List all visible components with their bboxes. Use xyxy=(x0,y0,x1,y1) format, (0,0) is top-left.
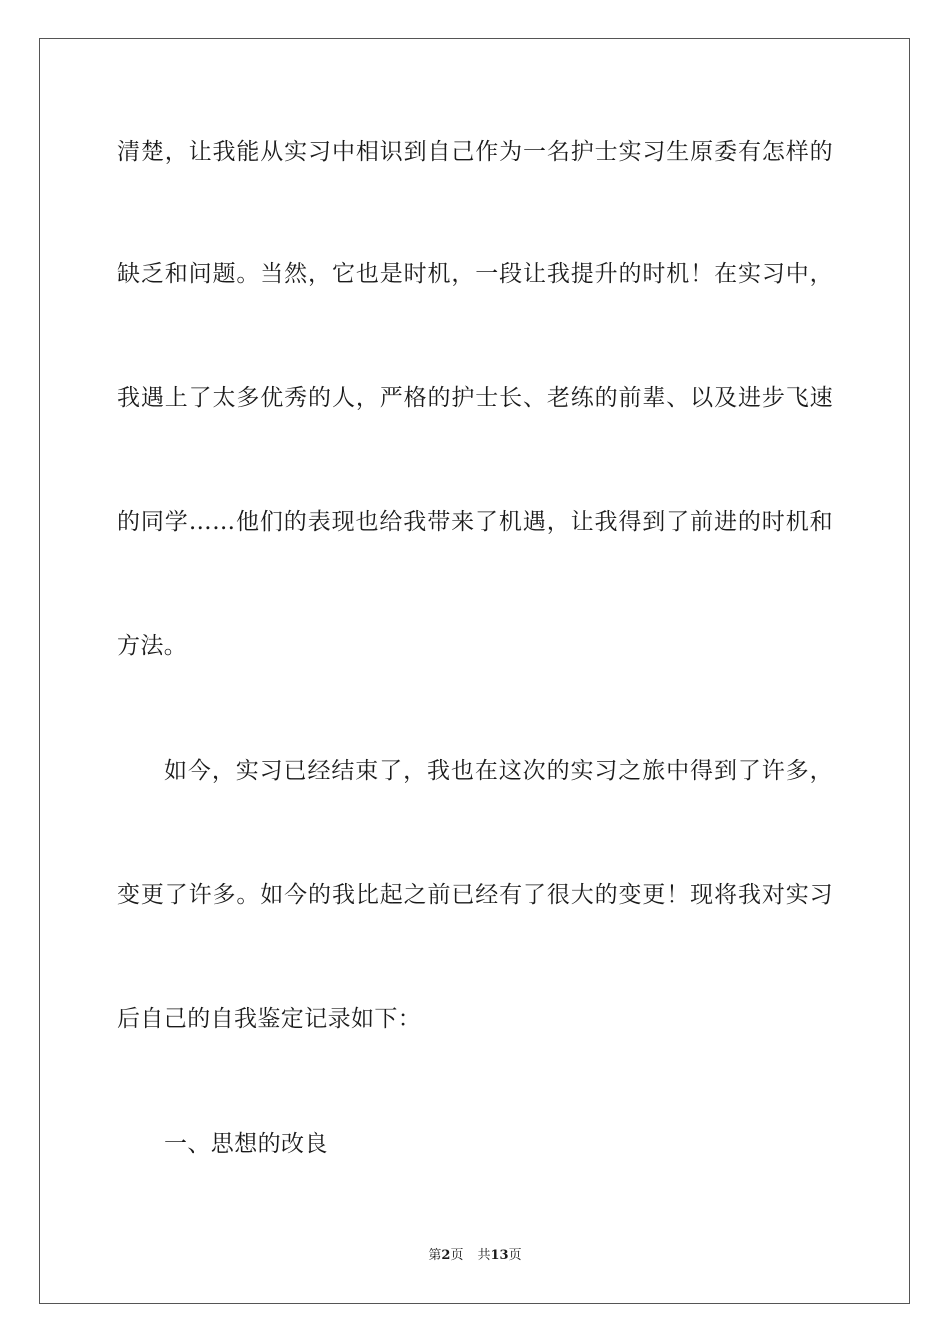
total-prefix: 共 xyxy=(477,1248,491,1263)
total-suffix: 页 xyxy=(508,1248,522,1263)
page-border xyxy=(39,38,910,1304)
page-prefix: 第 xyxy=(428,1248,442,1263)
body-text-line-1: 清楚，让我能从实习中相识到自己作为一名护士实习生原委有怎样的 xyxy=(117,139,833,165)
page-suffix: 页 xyxy=(450,1248,464,1263)
body-text-line-8: 后自己的自我鉴定记录如下： xyxy=(117,1006,422,1032)
section-heading: 一、思想的改良 xyxy=(164,1131,328,1157)
page-current-number: 2 xyxy=(441,1248,451,1263)
body-text-line-7: 变更了许多。如今的我比起之前已经有了很大的变更！现将我对实习 xyxy=(117,882,833,908)
body-text-line-2: 缺乏和问题。当然，它也是时机，一段让我提升的时机！在实习中， xyxy=(117,261,833,287)
body-text-line-5: 方法。 xyxy=(117,633,188,659)
paragraph-start-line: 如今，实习已经结束了，我也在这次的实习之旅中得到了许多， xyxy=(164,758,833,784)
page-footer xyxy=(0,1247,950,1265)
body-text-line-3: 我遇上了太多优秀的人，严格的护士长、老练的前辈、以及进步飞速 xyxy=(117,385,833,411)
body-text-line-4: 的同学……他们的表现也给我带来了机遇，让我得到了前进的时机和 xyxy=(117,509,833,535)
page-total-number: 13 xyxy=(490,1248,509,1263)
